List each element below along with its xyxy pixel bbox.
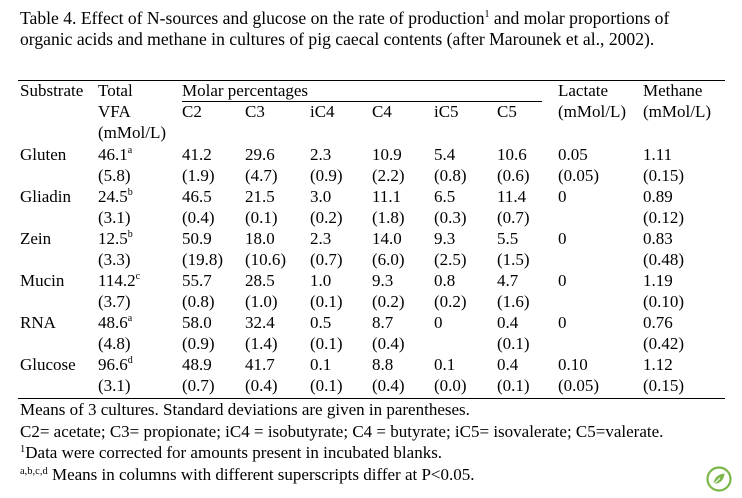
row-acid-sd: (0.2) [372, 292, 405, 311]
header-total-vfa: VFA [98, 102, 131, 121]
row-acid-sd: (0.4) [372, 334, 405, 353]
header-acid-ic4: iC4 [310, 102, 335, 121]
caption-line-2: organic acids and methane in cultures of pig caecal contents (after Marounek et al., 2002). [20, 29, 655, 49]
row-methane-sd: (0.15) [643, 376, 685, 395]
row-methane: 1.12 [643, 355, 673, 374]
note-abbreviations: C2= acetate; C3= propionate; iC4 = isobutyrate; C4 = butyrate; iC5= isovalerate; C5=valerate. [20, 421, 664, 441]
row-acid-sd: (0.6) [497, 166, 530, 185]
header-lactate: (mMol/L) [558, 102, 626, 121]
note-means: Means of 3 cultures. Standard deviations are given in parentheses. [20, 400, 470, 419]
row-acid-value: 6.5 [434, 187, 456, 206]
caption-line-1: Table 4. Effect of N-sources and glucose on the rate of production$^1$ and molar proportions of [20, 8, 670, 28]
row-acid-sd: (0.1) [497, 376, 530, 395]
row-acid-value: 3.0 [310, 187, 332, 206]
row-acid-value: 14.0 [372, 229, 402, 248]
row-substrate-name: Zein [20, 229, 52, 248]
row-acid-sd: (1.4) [245, 334, 278, 353]
row-acid-value: 21.5 [245, 187, 275, 206]
row-acid-sd: (19.8) [182, 250, 224, 269]
row-substrate-name: Mucin [20, 271, 65, 290]
row-acid-sd: (0.1) [310, 292, 343, 311]
row-acid-sd: (1.0) [245, 292, 278, 311]
row-acid-value: 0.4 [497, 355, 519, 374]
row-acid-value: 10.6 [497, 145, 527, 164]
row-acid-value: 46.5 [182, 187, 212, 206]
row-methane-sd: (0.48) [643, 250, 685, 269]
header-molar-percentages: Molar percentages [182, 81, 309, 100]
row-acid-value: 11.4 [497, 187, 527, 206]
row-acid-value: 9.3 [372, 271, 394, 290]
row-methane: 0.76 [643, 313, 673, 332]
row-substrate-name: RNA [20, 313, 56, 332]
row-total-vfa: 46.1$^a$ [98, 145, 133, 164]
row-acid-sd: (0.2) [434, 292, 467, 311]
header-total-vfa: Total [98, 81, 133, 100]
row-acid-value: 2.3 [310, 229, 332, 248]
note-superscripts: $^{a,b,c,d}$ Means in columns with different superscripts differ at P<0.05. [20, 464, 475, 484]
row-lactate-sd: (0.05) [558, 166, 600, 185]
header-acid-c3: C3 [245, 102, 265, 121]
row-methane: 0.89 [643, 187, 673, 206]
row-acid-value: 0.1 [310, 355, 332, 374]
row-methane-sd: (0.15) [643, 166, 685, 185]
header-acid-c4: C4 [372, 102, 392, 121]
row-acid-sd: (6.0) [372, 250, 405, 269]
row-substrate-name: Gluten [20, 145, 67, 164]
row-methane: 0.83 [643, 229, 673, 248]
row-acid-sd: (0.9) [182, 334, 215, 353]
row-total-vfa: 114.2$^c$ [98, 271, 141, 290]
header-methane: Methane [643, 81, 703, 100]
row-lactate: 0 [558, 313, 567, 332]
row-acid-sd: (0.1) [310, 376, 343, 395]
row-methane: 1.19 [643, 271, 673, 290]
row-acid-sd: (0.1) [310, 334, 343, 353]
row-acid-value: 48.9 [182, 355, 212, 374]
row-acid-sd: (1.5) [497, 250, 530, 269]
row-total-vfa: 24.5$^b$ [98, 187, 133, 206]
row-lactate: 0 [558, 187, 567, 206]
row-acid-value: 28.5 [245, 271, 275, 290]
row-acid-sd: (0.2) [310, 208, 343, 227]
row-acid-sd: (0.7) [497, 208, 530, 227]
row-acid-sd: (10.6) [245, 250, 287, 269]
row-lactate-sd: (0.05) [558, 376, 600, 395]
row-acid-sd: (0.1) [245, 208, 278, 227]
row-acid-sd: (0.3) [434, 208, 467, 227]
row-acid-value: 41.2 [182, 145, 212, 164]
row-acid-sd: (2.2) [372, 166, 405, 185]
row-acid-sd: (0.8) [434, 166, 467, 185]
row-acid-sd: (1.9) [182, 166, 215, 185]
row-lactate: 0.05 [558, 145, 588, 164]
header-substrate: Substrate [20, 81, 84, 100]
row-acid-value: 10.9 [372, 145, 402, 164]
table-caption [20, 8, 730, 50]
header-acid-c5: C5 [497, 102, 517, 121]
row-acid-sd: (0.4) [245, 376, 278, 395]
row-acid-value: 8.8 [372, 355, 394, 374]
row-acid-value: 2.3 [310, 145, 332, 164]
row-acid-value: 58.0 [182, 313, 212, 332]
row-acid-sd: (0.0) [434, 376, 467, 395]
row-acid-sd: (0.7) [310, 250, 343, 269]
row-substrate-name: Glucose [20, 355, 76, 374]
row-lactate: 0 [558, 271, 567, 290]
row-methane-sd: (0.12) [643, 208, 685, 227]
header-lactate: Lactate [558, 81, 609, 100]
row-total-vfa-sd: (4.8) [98, 334, 131, 353]
row-total-vfa-sd: (3.1) [98, 208, 131, 227]
row-acid-value: 9.3 [434, 229, 456, 248]
row-acid-value: 4.7 [497, 271, 519, 290]
header-methane: (mMol/L) [643, 102, 711, 121]
note-correction: $^1$Data were corrected for amounts present in incubated blanks. [20, 443, 443, 462]
row-methane-sd: (0.10) [643, 292, 685, 311]
row-lactate: 0.10 [558, 355, 588, 374]
row-methane: 1.11 [643, 145, 673, 164]
row-acid-value: 41.7 [245, 355, 275, 374]
row-acid-sd: (4.7) [245, 166, 278, 185]
row-total-vfa: 96.6$^d$ [98, 355, 133, 374]
row-acid-sd: (2.5) [434, 250, 467, 269]
row-total-vfa-sd: (3.7) [98, 292, 131, 311]
row-acid-value: 8.7 [372, 313, 394, 332]
table-notes [20, 399, 730, 485]
header-acid-ic5: iC5 [434, 102, 459, 121]
row-acid-value: 50.9 [182, 229, 212, 248]
row-substrate-name: Gliadin [20, 187, 71, 206]
row-acid-value: 1.0 [310, 271, 332, 290]
row-acid-sd: (1.8) [372, 208, 405, 227]
row-acid-sd: (0.8) [182, 292, 215, 311]
leaf-badge-icon [706, 466, 732, 492]
row-total-vfa: 12.5$^b$ [98, 229, 133, 248]
row-acid-sd: (0.9) [310, 166, 343, 185]
row-acid-value: 5.4 [434, 145, 456, 164]
row-total-vfa-sd: (3.3) [98, 250, 131, 269]
row-acid-value: 0.8 [434, 271, 456, 290]
row-acid-value: 32.4 [245, 313, 275, 332]
row-acid-sd: (0.7) [182, 376, 215, 395]
molar-header-underline [182, 101, 542, 102]
row-acid-sd: (0.1) [497, 334, 530, 353]
row-acid-value: 5.5 [497, 229, 519, 248]
header-acid-c2: C2 [182, 102, 202, 121]
row-acid-value: 18.0 [245, 229, 275, 248]
row-lactate: 0 [558, 229, 567, 248]
row-acid-value: 29.6 [245, 145, 275, 164]
row-total-vfa-sd: (5.8) [98, 166, 131, 185]
row-acid-value: 0 [434, 313, 443, 332]
row-acid-value: 11.1 [372, 187, 402, 206]
row-total-vfa: 48.6$^a$ [98, 313, 133, 332]
row-acid-sd: (0.4) [372, 376, 405, 395]
header-total-vfa: (mMol/L) [98, 123, 166, 142]
row-total-vfa-sd: (3.1) [98, 376, 131, 395]
row-acid-value: 0.5 [310, 313, 332, 332]
row-acid-sd: (1.6) [497, 292, 530, 311]
row-methane-sd: (0.42) [643, 334, 685, 353]
row-acid-sd: (0.4) [182, 208, 215, 227]
row-acid-value: 0.1 [434, 355, 456, 374]
row-acid-value: 55.7 [182, 271, 212, 290]
row-acid-value: 0.4 [497, 313, 519, 332]
